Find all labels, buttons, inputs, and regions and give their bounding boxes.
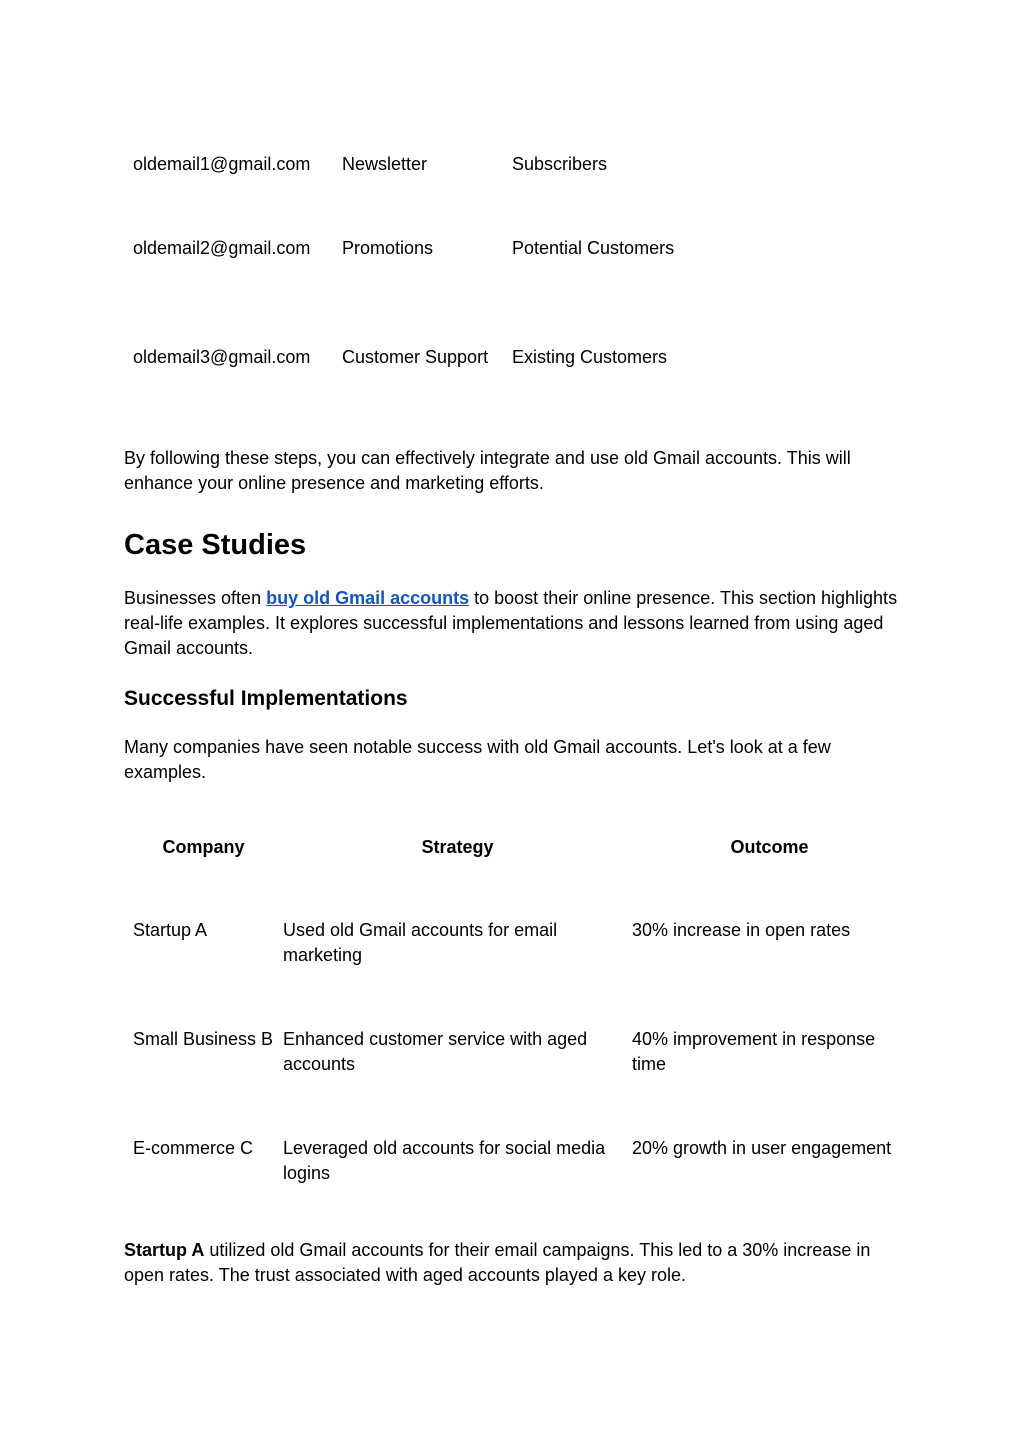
successful-paragraph: Many companies have seen notable success with old Gmail accounts. Let's look at a few examples. xyxy=(124,737,831,782)
intro-paragraph: By following these steps, you can effectively integrate and use old Gmail accounts. This will enhance your online presence and marketing efforts. xyxy=(124,448,851,493)
case-studies-paragraph xyxy=(124,586,899,661)
table-row xyxy=(124,1002,907,1111)
email-cell: oldemail1@gmail.com xyxy=(133,154,311,174)
audience-cell: Subscribers xyxy=(512,154,608,174)
company-cell: Startup A xyxy=(133,920,208,940)
outcome-cell: 30% increase in open rates xyxy=(632,920,851,940)
table-row xyxy=(124,321,692,405)
closing-bold-lead: Startup A xyxy=(124,1240,205,1260)
purpose-cell: Customer Support xyxy=(342,347,489,367)
email-cell: oldemail2@gmail.com xyxy=(133,238,311,258)
table-row xyxy=(124,212,692,321)
header-strategy: Strategy xyxy=(421,837,494,857)
purpose-cell: Promotions xyxy=(342,238,434,258)
table-header-row xyxy=(124,810,907,893)
audience-cell: Potential Customers xyxy=(512,238,675,258)
successful-implementations-heading: Successful Implementations xyxy=(124,687,408,710)
strategy-cell: Used old Gmail accounts for email marketing xyxy=(283,920,558,965)
table-row xyxy=(124,1111,907,1211)
case-study-table xyxy=(124,810,907,1211)
company-cell: Small Business B xyxy=(133,1029,274,1049)
para-text-after-link: to boost their online presence. This section highlights real-life examples. It explores successful implementations and lessons learned from using aged Gmail accounts. xyxy=(124,588,898,658)
buy-old-gmail-link[interactable]: buy old Gmail accounts xyxy=(266,588,470,608)
purpose-cell: Newsletter xyxy=(342,154,428,174)
header-company: Company xyxy=(162,837,245,857)
table-row xyxy=(124,128,692,212)
audience-cell: Existing Customers xyxy=(512,347,668,367)
company-cell: E-commerce C xyxy=(133,1138,254,1158)
strategy-cell: Enhanced customer service with aged accounts xyxy=(283,1029,588,1074)
para-text-before-link: Businesses often xyxy=(124,588,267,608)
email-cell: oldemail3@gmail.com xyxy=(133,347,311,367)
table-row xyxy=(124,893,907,1002)
closing-paragraph xyxy=(124,1238,899,1288)
strategy-cell: Leveraged old accounts for social media logins xyxy=(283,1138,606,1183)
header-outcome: Outcome xyxy=(730,837,809,857)
closing-rest: utilized old Gmail accounts for their email campaigns. This led to a 30% increase in open rates. The trust associated with aged accounts played a key role. xyxy=(124,1240,871,1285)
outcome-cell: 20% growth in user engagement xyxy=(632,1138,892,1158)
outcome-cell: 40% improvement in response time xyxy=(632,1029,876,1074)
email-accounts-table xyxy=(124,128,692,405)
case-studies-heading: Case Studies xyxy=(124,529,307,561)
